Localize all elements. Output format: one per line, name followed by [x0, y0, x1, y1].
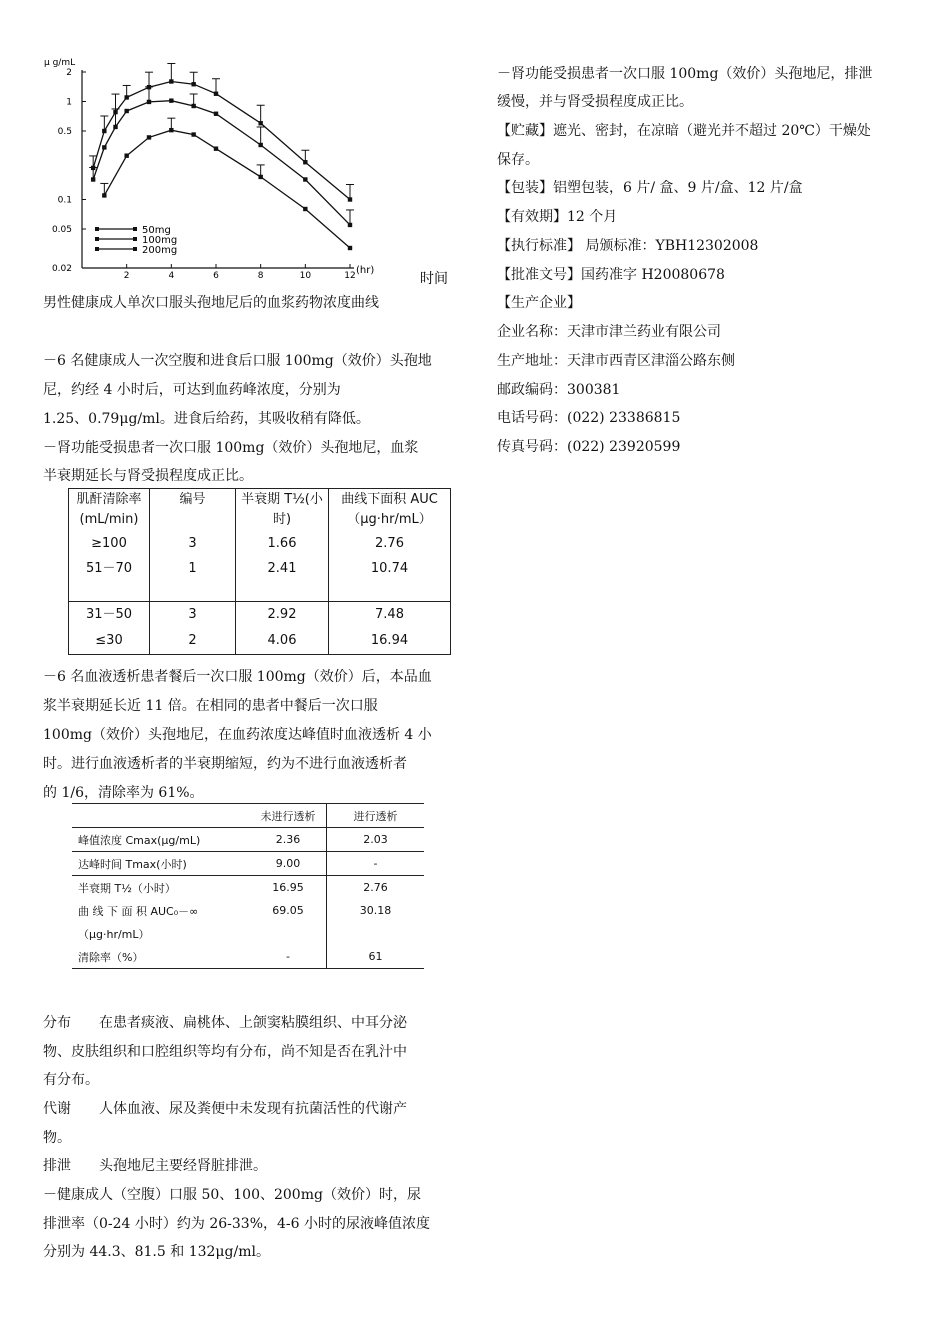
text-line: 排泄率（0-24 小时）约为 26-33%，4-6 小时的尿液峰值浓度	[43, 1216, 431, 1232]
header-auc-unit: （μg·hr/mL）	[347, 512, 432, 527]
x-tick-label: 12	[344, 271, 356, 281]
cell: 16.95	[250, 876, 327, 900]
data-point-100mg	[91, 177, 95, 181]
header-number: 编号	[179, 492, 206, 507]
header-auc: 曲线下面积 AUC	[341, 492, 438, 507]
cell: 9.00	[250, 852, 327, 876]
cell: 2.03	[363, 833, 388, 846]
text-line: 的 1/6，清除率为 61%。	[43, 785, 204, 801]
data-point-100mg	[147, 100, 151, 104]
text-line: 缓慢，并与肾受损程度成正比。	[497, 94, 693, 110]
cell: 51－70	[85, 561, 133, 576]
cell: ≥100	[91, 536, 127, 551]
cell: -	[250, 945, 327, 969]
data-point-100mg	[258, 143, 262, 147]
plasma-concentration-chart	[0, 0, 470, 300]
legend-marker	[133, 237, 137, 241]
data-point-50mg	[214, 146, 218, 150]
data-point-200mg	[191, 82, 195, 86]
y-tick-label: 0.5	[57, 127, 72, 138]
cell: 61	[368, 950, 383, 963]
cell: 69.05	[250, 899, 327, 922]
text-line: －肾功能受损患者一次口服 100mg（效价）头孢地尼，排泄	[497, 66, 873, 82]
package-line: 【包装】铝塑包装，6 片/ 盒、9 片/盒、12 片/盒	[497, 180, 803, 196]
y-tick-label: 0.1	[57, 195, 72, 206]
data-point-200mg	[348, 197, 352, 201]
expiry-line: 【有效期】12 个月	[497, 209, 618, 225]
cell: 2.76	[363, 881, 388, 894]
data-point-100mg	[102, 145, 106, 149]
x-tick-label: 2	[123, 271, 130, 281]
cell	[250, 922, 327, 945]
text-line: 100mg（效价）头孢地尼，在血药浓度达峰值时血液透析 4 小	[43, 727, 432, 743]
cell: -	[373, 857, 378, 870]
data-point-100mg	[303, 177, 307, 181]
text-line: 浆半衰期延长近 11 倍。在相同的患者中餐后一次口服	[43, 698, 378, 714]
text-line: 分别为 44.3、81.5 和 132μg/ml。	[43, 1244, 270, 1260]
cell: 1	[188, 561, 197, 576]
text-line: 1.25、0.79μg/ml。进食后给药，其吸收稍有降低。	[43, 411, 370, 427]
row-label: 峰值浓度 Cmax(μg/mL)	[78, 833, 201, 847]
text-line: 排泄 头孢地尼主要经肾脏排泄。	[43, 1158, 267, 1174]
data-point-100mg	[348, 223, 352, 227]
x-tick-label: 6	[213, 271, 219, 281]
cell: 2.36	[250, 828, 327, 852]
standard-line: 【执行标准】 局颁标准：YBH12302008	[497, 238, 759, 254]
text-line: 代谢 人体血液、尿及粪便中未发现有抗菌活性的代谢产	[43, 1101, 407, 1117]
y-tick-label: 0.05	[51, 225, 72, 236]
cell: 30.18	[359, 904, 392, 917]
legend-marker	[95, 227, 99, 231]
data-point-50mg	[169, 128, 173, 132]
cell: 2.92	[267, 607, 297, 622]
text-line: 半衰期延长与肾受损程度成正比。	[43, 468, 253, 484]
text-line: －6 名健康成人一次空腹和进食后口服 100mg（效价）头孢地	[43, 353, 432, 369]
series-line-200mg	[93, 82, 350, 200]
data-point-100mg	[214, 112, 218, 116]
data-point-50mg	[102, 193, 106, 197]
data-point-50mg	[258, 175, 262, 179]
row-label: 曲 线 下 面 积 AUC₀－∞	[78, 904, 199, 918]
chart-caption: 男性健康成人单次口服头孢地尼后的血浆药物浓度曲线	[43, 295, 379, 311]
x-tick-label: 8	[257, 271, 264, 281]
company-address: 生产地址：天津市西青区津淄公路东侧	[497, 353, 735, 369]
legend-label: 50mg	[142, 225, 171, 236]
row-label: 清除率（%）	[78, 950, 144, 964]
cell	[327, 922, 425, 945]
cell: 3	[188, 607, 197, 622]
cell: 10.74	[370, 561, 409, 576]
data-point-50mg	[147, 135, 151, 139]
data-point-100mg	[124, 109, 128, 113]
cell: ≤30	[95, 633, 123, 648]
row-label: （μg·hr/mL）	[78, 927, 150, 941]
postal-code: 邮政编码：300381	[497, 382, 621, 398]
text-line: 物、皮肤组织和口腔组织等均有分布，尚不知是否在乳汁中	[43, 1044, 407, 1060]
data-point-200mg	[124, 95, 128, 99]
text-line: －健康成人（空腹）口服 50、100、200mg（效价）时，尿	[43, 1187, 421, 1203]
y-tick-label: 0.02	[51, 264, 72, 274]
y-axis-label: μ g/mL	[44, 58, 76, 68]
row-label: 半衰期 T½（小时）	[78, 881, 176, 895]
data-point-100mg	[191, 104, 195, 108]
cell: 3	[188, 536, 197, 551]
approval-line: 【批准文号】国药准字 H20080678	[497, 267, 725, 283]
header-no-dialysis: 未进行透析	[250, 804, 327, 828]
cell: 16.94	[370, 633, 409, 648]
header-half-life-unit: 时)	[272, 512, 292, 527]
data-point-200mg	[303, 160, 307, 164]
row-label: 达峰时间 Tmax(小时)	[78, 857, 187, 871]
storage-line: 【贮藏】遮光、密封，在凉暗（避光并不超过 20℃）干燥处	[497, 123, 871, 139]
header-half-life: 半衰期 T½(小	[241, 492, 323, 507]
series-line-100mg	[93, 101, 350, 225]
company-name: 企业名称：天津市津兰药业有限公司	[497, 324, 721, 340]
cell: 2.41	[267, 561, 297, 576]
cell: 31－50	[85, 607, 133, 622]
text-line: 有分布。	[43, 1072, 99, 1088]
text-line: 保存。	[497, 152, 539, 168]
cell: 1.66	[267, 536, 297, 551]
y-tick-label: 2	[66, 68, 72, 78]
legend-marker	[95, 247, 99, 251]
data-point-50mg	[191, 132, 195, 136]
dialysis-table	[72, 803, 424, 969]
legend-label: 100mg	[142, 235, 178, 246]
header-creatinine-unit: (mL/min)	[79, 512, 139, 527]
x-tick-label: 10	[299, 271, 312, 281]
data-point-50mg	[124, 153, 128, 157]
x-tick-label: 4	[168, 271, 175, 281]
x-axis-label: 时间	[420, 271, 448, 287]
cell: 7.48	[375, 607, 404, 622]
text-line: 物。	[43, 1130, 71, 1146]
legend-marker	[95, 237, 99, 241]
phone-number: 电话号码：(022) 23386815	[497, 410, 681, 426]
data-point-50mg	[348, 246, 352, 250]
header-dialysis: 进行透析	[353, 809, 398, 823]
data-point-200mg	[258, 121, 262, 125]
data-point-200mg	[102, 129, 106, 133]
data-point-200mg	[169, 79, 173, 83]
data-point-100mg	[169, 98, 173, 102]
data-point-50mg	[303, 207, 307, 211]
cell: 2.76	[375, 536, 404, 551]
y-tick-label: 1	[66, 97, 72, 108]
text-line: －6 名血液透析患者餐后一次口服 100mg（效价）后，本品血	[43, 669, 432, 685]
x-axis-unit: (hr)	[356, 265, 375, 276]
data-point-100mg	[113, 125, 117, 129]
cell: 4.06	[267, 633, 297, 648]
legend-label: 200mg	[142, 245, 178, 256]
manufacturer-heading: 【生产企业】	[497, 295, 581, 311]
fax-number: 传真号码：(022) 23920599	[497, 439, 681, 455]
legend-marker	[133, 247, 137, 251]
text-line: 时。进行血液透析者的半衰期缩短，约为不进行血液透析者	[43, 756, 407, 772]
header-creatinine: 肌酐清除率	[76, 492, 142, 507]
cell: 2	[188, 633, 197, 648]
legend-marker	[133, 227, 137, 231]
text-line: －肾功能受损患者一次口服 100mg（效价）头孢地尼，血浆	[43, 440, 419, 456]
data-point-200mg	[214, 92, 218, 96]
renal-impairment-table	[68, 488, 451, 655]
text-line: 尼，约经 4 小时后，可达到血药峰浓度，分别为	[43, 382, 341, 398]
text-line: 分布 在患者痰液、扁桃体、上颌窦粘膜组织、中耳分泌	[43, 1015, 407, 1031]
